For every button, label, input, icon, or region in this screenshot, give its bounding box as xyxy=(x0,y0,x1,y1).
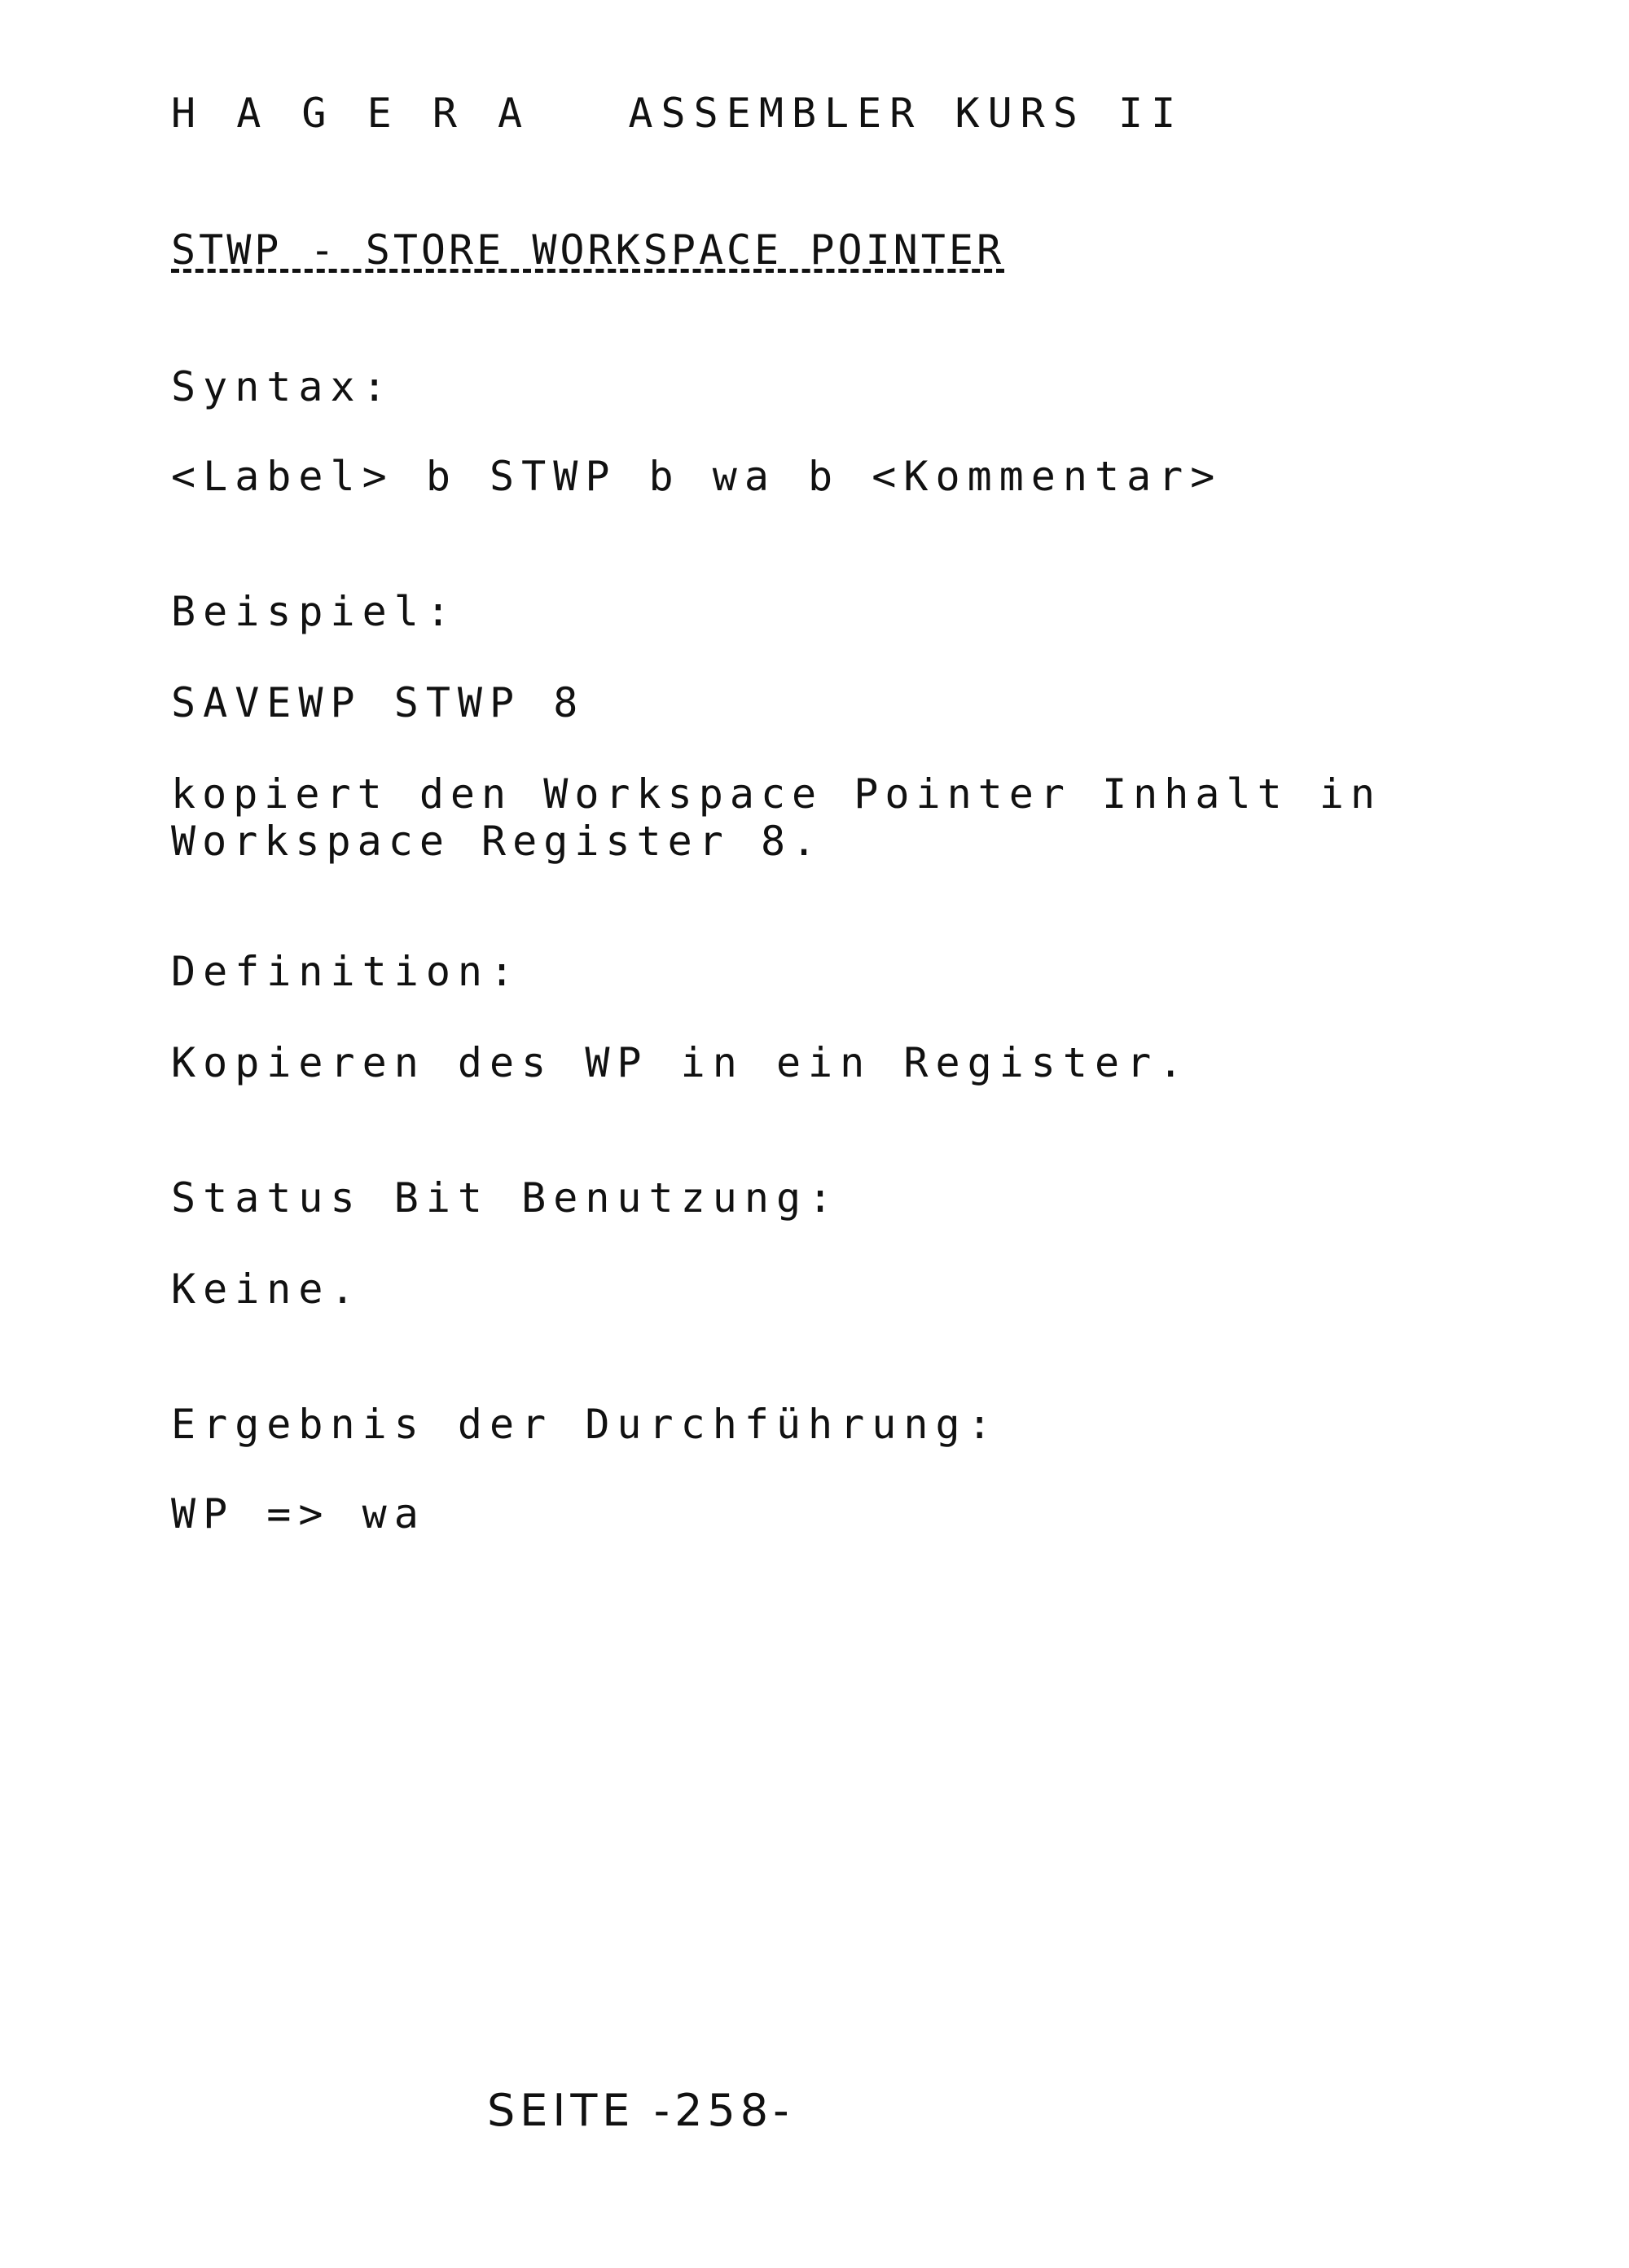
result-heading: Ergebnis der Durchführung: xyxy=(171,1401,999,1448)
definition-text: Kopieren des WP in ein Register. xyxy=(171,1039,1191,1086)
example-code: SAVEWP STWP 8 xyxy=(171,679,586,726)
status-bits-heading: Status Bit Benutzung: xyxy=(171,1174,841,1222)
syntax-heading: Syntax: xyxy=(171,363,394,410)
example-description: kopiert den Workspace Pointer Inhalt in Workspace Register 8. xyxy=(171,770,1381,865)
example-heading: Beispiel: xyxy=(171,588,458,635)
course-header: H A G E R A ASSEMBLER KURS II xyxy=(171,90,1184,137)
status-bits-text: Keine. xyxy=(171,1266,362,1313)
result-text: WP => wa xyxy=(171,1490,426,1538)
syntax-line: <Label> b STWP b wa b <Kommentar> xyxy=(171,453,1223,500)
page-number: SEITE -258- xyxy=(487,2085,794,2136)
instruction-title: STWP - STORE WORKSPACE POINTER xyxy=(171,226,1005,274)
definition-heading: Definition: xyxy=(171,948,522,995)
